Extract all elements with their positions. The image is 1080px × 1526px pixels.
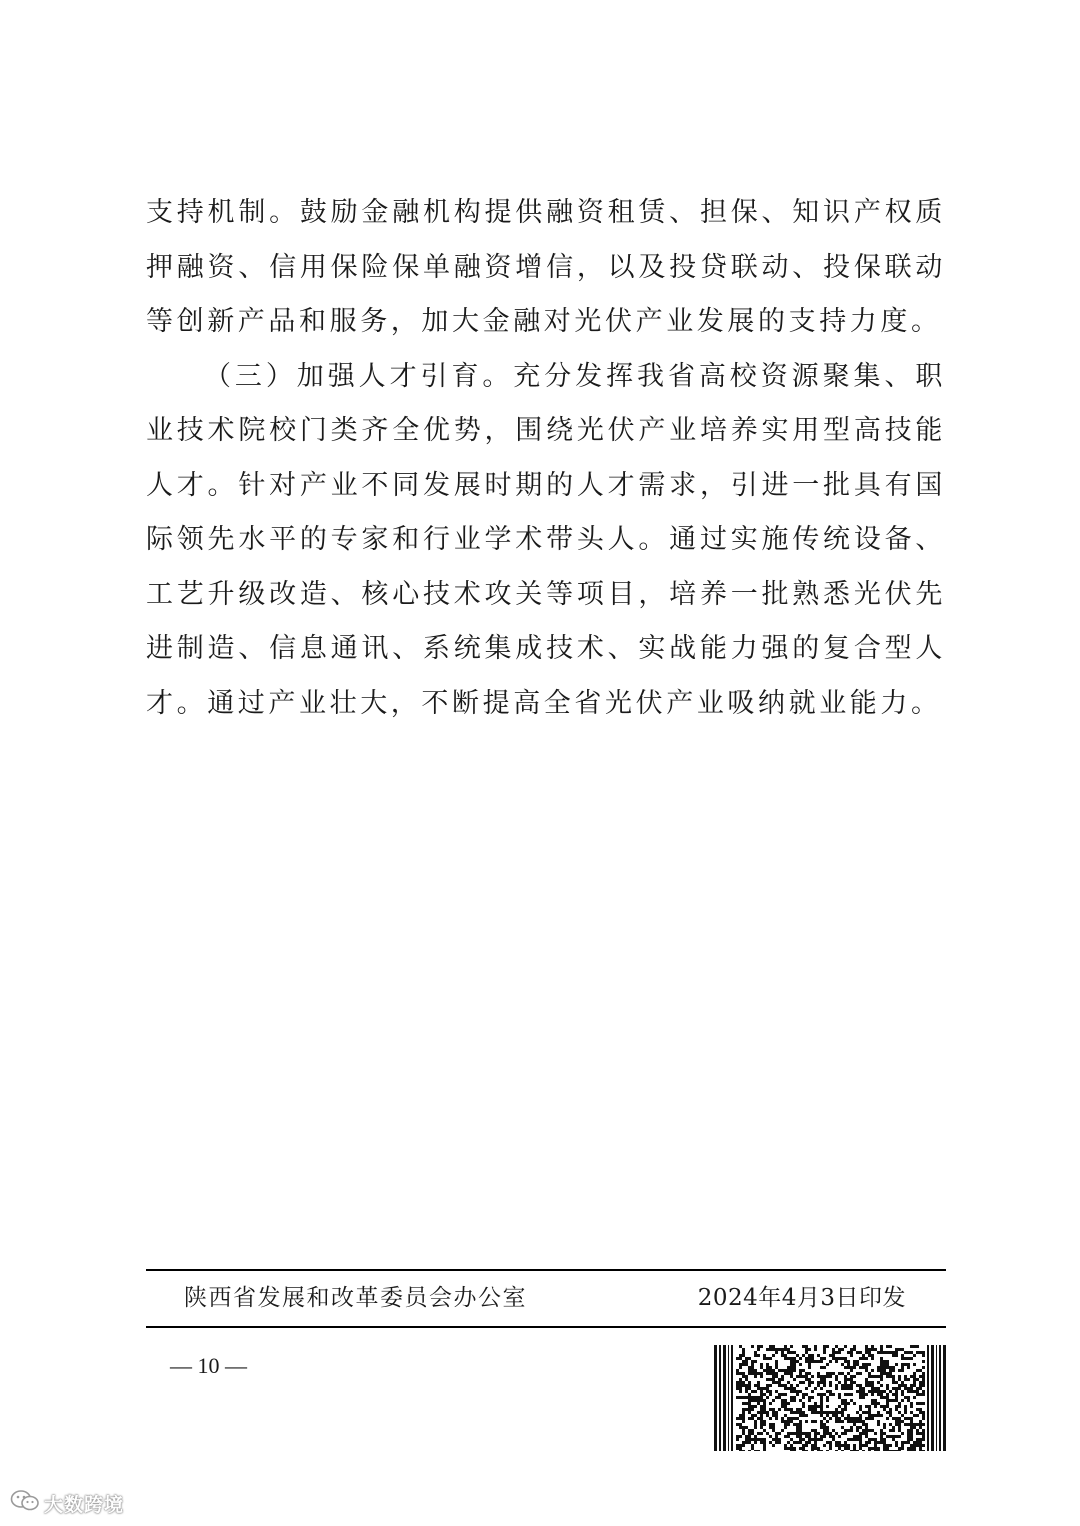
footer-bottom-rule — [146, 1326, 946, 1328]
footer-top-rule — [146, 1269, 946, 1271]
issue-date: 2024年4月3日印发 — [697, 1285, 906, 1311]
barcode-graphic — [714, 1345, 948, 1451]
document-barcode — [714, 1345, 948, 1451]
issuing-office: 陕西省发展和改革委员会办公室 — [184, 1285, 527, 1311]
wechat-icon — [10, 1488, 40, 1519]
watermark-text: 大数跨境 — [44, 1493, 125, 1516]
document-body — [146, 186, 946, 731]
page-number: — 10 — — [170, 1353, 247, 1378]
paragraph-financial-support: 支持机制。鼓励金融机构提供融资租赁、担保、知识产权质押融资、信用保险保单融资增信，以及投贷联动、投保联动等创新产品和服务，加大金融对光伏产业发展的支持力度。 — [146, 197, 946, 337]
paragraph-talent-development: （三）加强人才引育。充分发挥我省高校资源聚集、职业技术院校门类齐全优势，围绕光伏产业培养实用型高技能人才。针对产业不同发展时期的人才需求，引进一批具有国际领先水平的专家和行业学术带头人。通过实施传统设备、工艺升级改造、核心技术攻关等项目，培养一批熟悉光伏先进制造、信息通讯、系统集成技术、实战能力强的复合型人才。通过产业壮大，不断提高全省光伏产业吸纳就业能力。 — [146, 360, 946, 719]
watermark — [10, 1488, 124, 1518]
